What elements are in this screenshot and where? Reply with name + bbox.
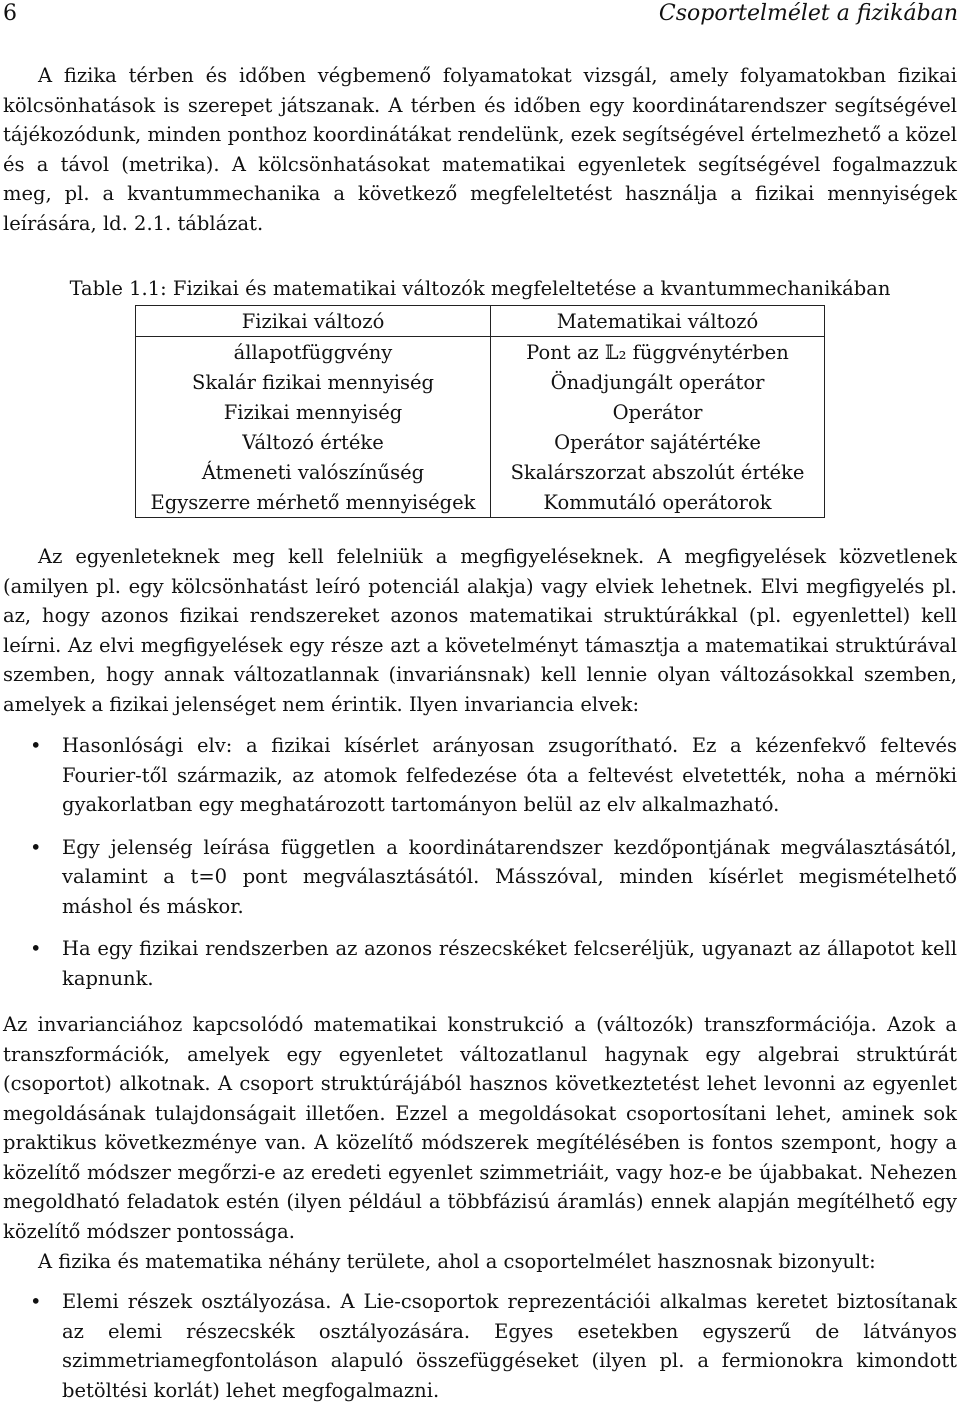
list-item [3, 833, 957, 922]
table-cell: Operátor sajátértéke [491, 427, 825, 457]
table-row [136, 397, 825, 427]
list-item-text: Ha egy fizikai rendszerben az azonos részecskéket felcseréljük, ugyanazt az állapotot kell kapnunk. [62, 937, 957, 990]
table-cell: Változó értéke [136, 427, 491, 457]
variable-mapping-table [135, 305, 825, 518]
table-row [136, 487, 825, 518]
applications-list [3, 1287, 957, 1418]
list-item [3, 934, 957, 993]
list-item-text: Hasonlósági elv: a fizikai kísérlet arányosan zsugorítható. Ez a kézenfekvő feltevés Fourier-től származik, az atomok felfedezése óta a feltevést elvetették, noha a mérnöki gyakorlatban egy meghatározott tartományon belül az elv alkalmazható. [62, 734, 957, 816]
table-cell: Skalárszorzat abszolút értéke [491, 457, 825, 487]
table-row [136, 367, 825, 397]
table-row [136, 337, 825, 368]
bullet-icon: • [30, 937, 42, 960]
column-header-physical: Fizikai változó [136, 306, 491, 337]
table-cell: Átmeneti valószínűség [136, 457, 491, 487]
bullet-icon: • [30, 734, 42, 757]
page-number: 6 [3, 1, 17, 26]
table-cell: Önadjungált operátor [491, 367, 825, 397]
table-row [136, 457, 825, 487]
list-item [3, 731, 957, 820]
table-cell: Fizikai mennyiség [136, 397, 491, 427]
page-header [0, 0, 960, 30]
table-row [136, 427, 825, 457]
transformations-paragraph: Az invarianciához kapcsolódó matematikai konstrukció a (változók) transzformációja. Azok a transzformációk, amelyek egy egyenletet változatlanul hagynak egy algebrai struktúrát (csoportot) alkotnak. A csoport struktúrájából hasznos következtetést lehet levonni az egyenlet megoldásának tulajdonságait illetően. Ezzel a megoldásokat csoportosítani lehet, aminek sok praktikus következménye van. A közelítő módszerek megítélésében is fontos szempont, hogy a közelítő módszer megőrzi-e az eredeti egyenlet szimmetriáit, vagy hoz-e be újabbakat. Nehezen megoldható feladatok estén (ilyen például a többfázisú áramlás) ennek alapján megítélhető egy közelítő módszer pontossága. [3, 1013, 957, 1243]
observations-paragraph: Az egyenleteknek meg kell felelniük a megfigyeléseknek. A megfigyelések közvetlenek (amilyen pl. egy kölcsönhatást leíró potenciál alakja) vagy elviek lehetnek. Elvi megfigyelés pl. az, hogy azonos fizikai rendszereket azonos matematikai struktúrákkal (pl. egyenlettel) kell leírni. Az elvi megfigyelések egy része azt a követelményt támasztja a matematikai struktúrával szemben, hogy annak változatlannak (invariánsnak) kell lennie olyan változásokkal szemben, amelyek a fizikai jelenséget nem érintik. Ilyen invariancia elvek: [3, 545, 957, 716]
list-item-text: Egy jelenség leírása független a koordinátarendszer kezdőpontjának megválasztásától, valamint a t=0 pont megválasztásától. Másszóval, minden kísérlet megismételhető máshol és máskor. [62, 835, 957, 918]
list-item [3, 1287, 957, 1405]
bullet-icon: • [30, 835, 42, 859]
table-cell: Skalár fizikai mennyiség [136, 367, 491, 397]
applications-intro: A fizika és matematika néhány területe, ahol a csoportelmélet hasznosnak bizonyult: [38, 1250, 876, 1273]
table-cell: Kommutáló operátorok [491, 487, 825, 518]
table-cell: állapotfüggvény [136, 337, 491, 368]
running-title: Csoportelmélet a fizikában [658, 1, 958, 26]
column-header-mathematical: Matematikai változó [491, 306, 825, 337]
table-cell: Pont az 𝕃₂ függvénytérben [491, 337, 825, 368]
table-header-row [136, 306, 825, 337]
invariance-principles-list [3, 731, 957, 1006]
table-cell: Operátor [491, 397, 825, 427]
bullet-icon: • [30, 1290, 42, 1313]
intro-paragraph: A fizika térben és időben végbemenő folyamatokat vizsgál, amely folyamatokban fizikai kölcsönhatások is szerepet játszanak. A térben és időben egy koordinátarendszer segítségével tájékozódunk, minden ponthoz koordinátákat rendelünk, ezek segítségével értelmezhető a közel és a távol (metrika). A kölcsönhatásokat matematikai egyenletek segítségével fogalmazzuk meg, pl. a kvantummechanika a következő megfeleltetést használja a fizikai mennyiségek leírására, ld. 2.1. táblázat. [3, 64, 957, 235]
table-caption: Table 1.1: Fizikai és matematikai változók megfeleltetése a kvantummechanikában [69, 277, 891, 300]
table-cell: Egyszerre mérhető mennyiségek [136, 487, 491, 518]
list-item-text: Elemi részek osztályozása. A Lie-csoportok reprezentációi alkalmas keretet biztosítanak az elemi részecskék osztályozására. Egyes esetekben egyszerű de látványos szimmetriamegfontoláson alapuló összefüggéseket (ilyen pl. a fermionokra kimondott betöltési korlát) lehet megfogalmazni. [62, 1290, 957, 1402]
